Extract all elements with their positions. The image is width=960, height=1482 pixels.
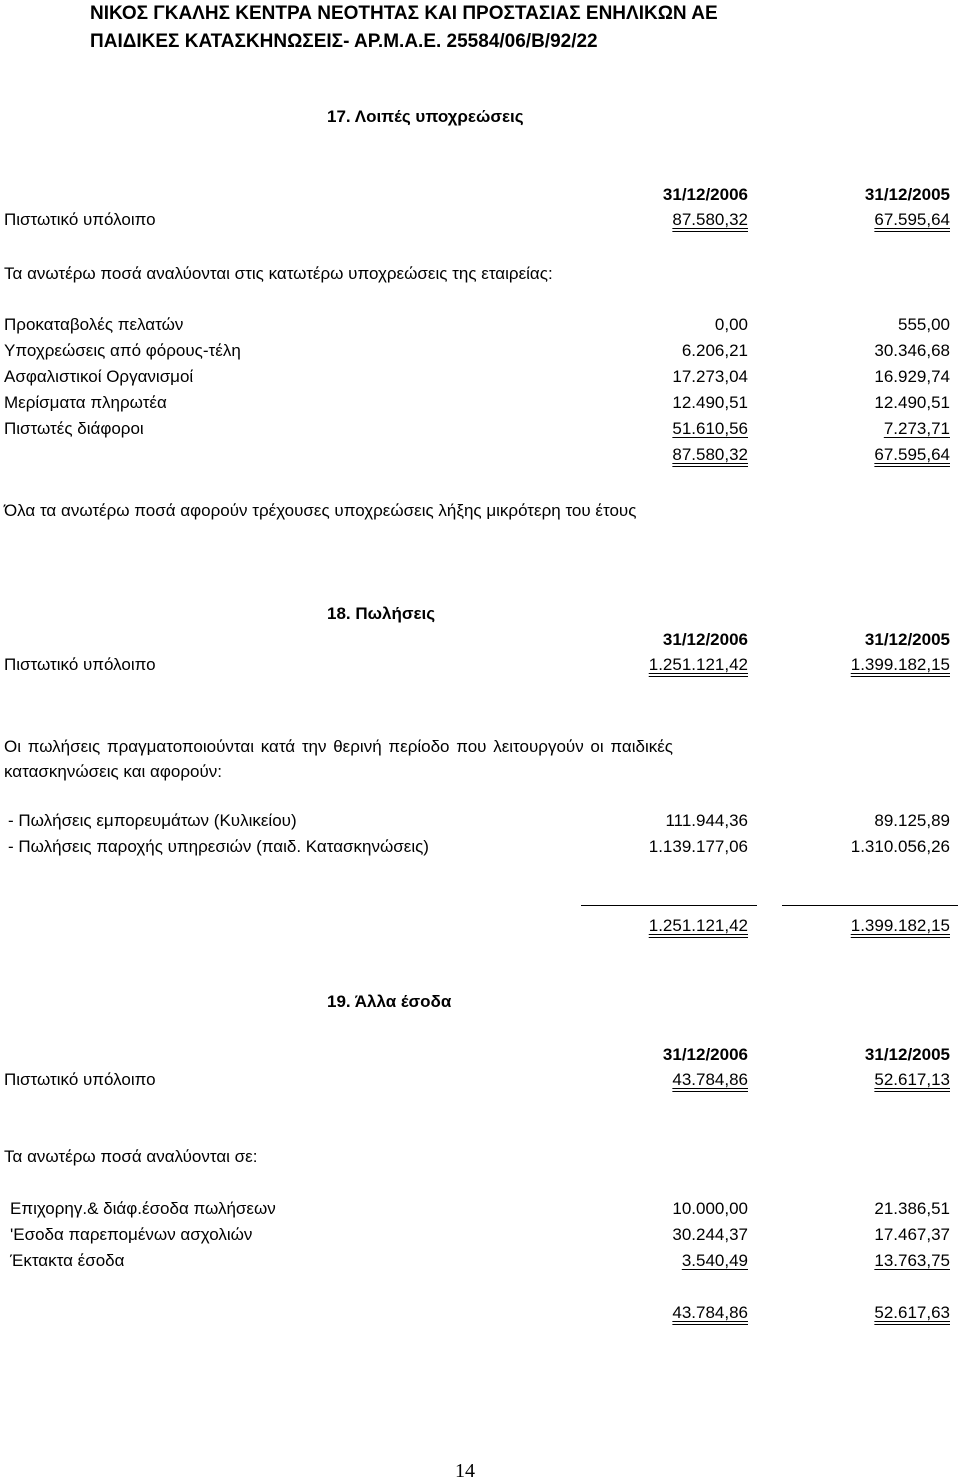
s18-total-rule-2006	[581, 905, 757, 906]
company-name: ΝΙΚΟΣ ΓΚΑΛΗΣ ΚΕΝΤΡΑ ΝΕΟΤΗΤΑΣ ΚΑΙ ΠΡΟΣΤΑΣΙΑΣ ΕΝΗΛΙΚΩΝ ΑΕ	[90, 3, 718, 24]
s18-intro-line1: Οι πωλήσεις πραγματοποιούνται κατά την θερινή περίοδο που λειτουργούν οι παιδικές	[4, 737, 673, 756]
s19-row-2005: 21.386,51	[874, 1199, 950, 1218]
s17-row-2006: 17.273,04	[672, 367, 748, 386]
s19-balance-2005: 52.617,13	[874, 1070, 950, 1089]
s18-col-2005-header: 31/12/2005	[864, 630, 950, 649]
s17-total-2006: 87.580,32	[672, 445, 748, 464]
s19-row-label: 'Εσοδα παρεπομένων ασχολιών	[10, 1225, 253, 1244]
s17-row-label: Μερίσματα πληρωτέα	[4, 393, 167, 412]
s19-row-label: Επιχορηγ.& διάφ.έσοδα πωλήσεων	[10, 1199, 276, 1218]
s17-row-label: Υποχρεώσεις από φόρους-τέλη	[4, 341, 241, 360]
s18-total-rule-2005	[782, 905, 958, 906]
s19-row-2006: 30.244,37	[672, 1225, 748, 1244]
section-18-title: 18. Πωλήσεις	[327, 604, 436, 623]
s17-note: Όλα τα ανωτέρω ποσά αφορούν τρέχουσες υποχρεώσεις λήξης μικρότερη του έτους	[4, 501, 637, 520]
s17-row-2005: 16.929,74	[874, 367, 950, 386]
s17-row-label: Προκαταβολές πελατών	[4, 315, 184, 334]
s18-total-2005: 1.399.182,15	[850, 916, 950, 935]
s19-row-2006: 10.000,00	[672, 1199, 748, 1218]
s18-intro-line2: κατασκηνώσεις και αφορούν:	[4, 762, 222, 781]
s17-row-label: Πιστωτές διάφοροι	[4, 419, 144, 438]
s17-col-2005-header: 31/12/2005	[864, 185, 950, 204]
s17-row-2006: 12.490,51	[672, 393, 748, 412]
s18-row-label: - Πωλήσεις εμπορευμάτων (Κυλικείου)	[8, 811, 297, 830]
s17-row-2005: 12.490,51	[874, 393, 950, 412]
s18-balance-label: Πιστωτικό υπόλοιπο	[4, 655, 156, 674]
company-registration: ΠΑΙΔΙΚΕΣ ΚΑΤΑΣΚΗΝΩΣΕΙΣ- ΑΡ.Μ.Α.Ε. 25584/06/Β/92/22	[90, 31, 598, 52]
s18-col-2006-header: 31/12/2006	[662, 630, 748, 649]
s18-row-label: - Πωλήσεις παροχής υπηρεσιών (παιδ. Κατασκηνώσεις)	[8, 837, 429, 856]
s18-row-2006: 1.139.177,06	[648, 837, 748, 856]
s17-col-2006-header: 31/12/2006	[662, 185, 748, 204]
s17-row-2006: 6.206,21	[681, 341, 748, 360]
s17-row-2006: 0,00	[714, 315, 748, 334]
s17-row-2006: 51.610,56	[672, 419, 748, 438]
s19-row-2005: 13.763,75	[874, 1251, 950, 1270]
s19-balance-2006: 43.784,86	[672, 1070, 748, 1089]
s18-row-2005: 89.125,89	[874, 811, 950, 830]
s17-row-2005: 30.346,68	[874, 341, 950, 360]
s18-balance-2005: 1.399.182,15	[850, 655, 950, 674]
s18-balance-2006: 1.251.121,42	[648, 655, 748, 674]
s17-row-2005: 555,00	[898, 315, 950, 334]
s17-balance-label: Πιστωτικό υπόλοιπο	[4, 210, 156, 229]
s18-total-2006: 1.251.121,42	[648, 916, 748, 935]
s18-row-2006: 111.944,36	[665, 811, 748, 830]
section-19-title: 19. Άλλα έσοδα	[327, 992, 452, 1011]
s17-row-label: Ασφαλιστικοί Οργανισμοί	[4, 367, 194, 386]
s19-col-2006-header: 31/12/2006	[662, 1045, 748, 1064]
s19-row-label: Έκτακτα έσοδα	[10, 1251, 125, 1270]
page-number: 14	[455, 1460, 475, 1482]
s17-balance-2006: 87.580,32	[672, 210, 748, 229]
s19-row-2006: 3.540,49	[681, 1251, 748, 1270]
s18-row-2005: 1.310.056,26	[850, 837, 950, 856]
s19-intro: Τα ανωτέρω ποσά αναλύονται σε:	[4, 1147, 258, 1166]
s19-total-2005: 52.617,63	[874, 1303, 950, 1322]
s17-intro: Τα ανωτέρω ποσά αναλύονται στις κατωτέρω υποχρεώσεις της εταιρείας:	[4, 264, 553, 283]
s17-balance-2005: 67.595,64	[874, 210, 950, 229]
s19-col-2005-header: 31/12/2005	[864, 1045, 950, 1064]
s19-row-2005: 17.467,37	[874, 1225, 950, 1244]
s19-total-2006: 43.784,86	[672, 1303, 748, 1322]
s19-balance-label: Πιστωτικό υπόλοιπο	[4, 1070, 156, 1089]
s17-total-2005: 67.595,64	[874, 445, 950, 464]
s17-row-2005: 7.273,71	[883, 419, 950, 438]
section-17-title: 17. Λοιπές υποχρεώσεις	[327, 107, 524, 126]
